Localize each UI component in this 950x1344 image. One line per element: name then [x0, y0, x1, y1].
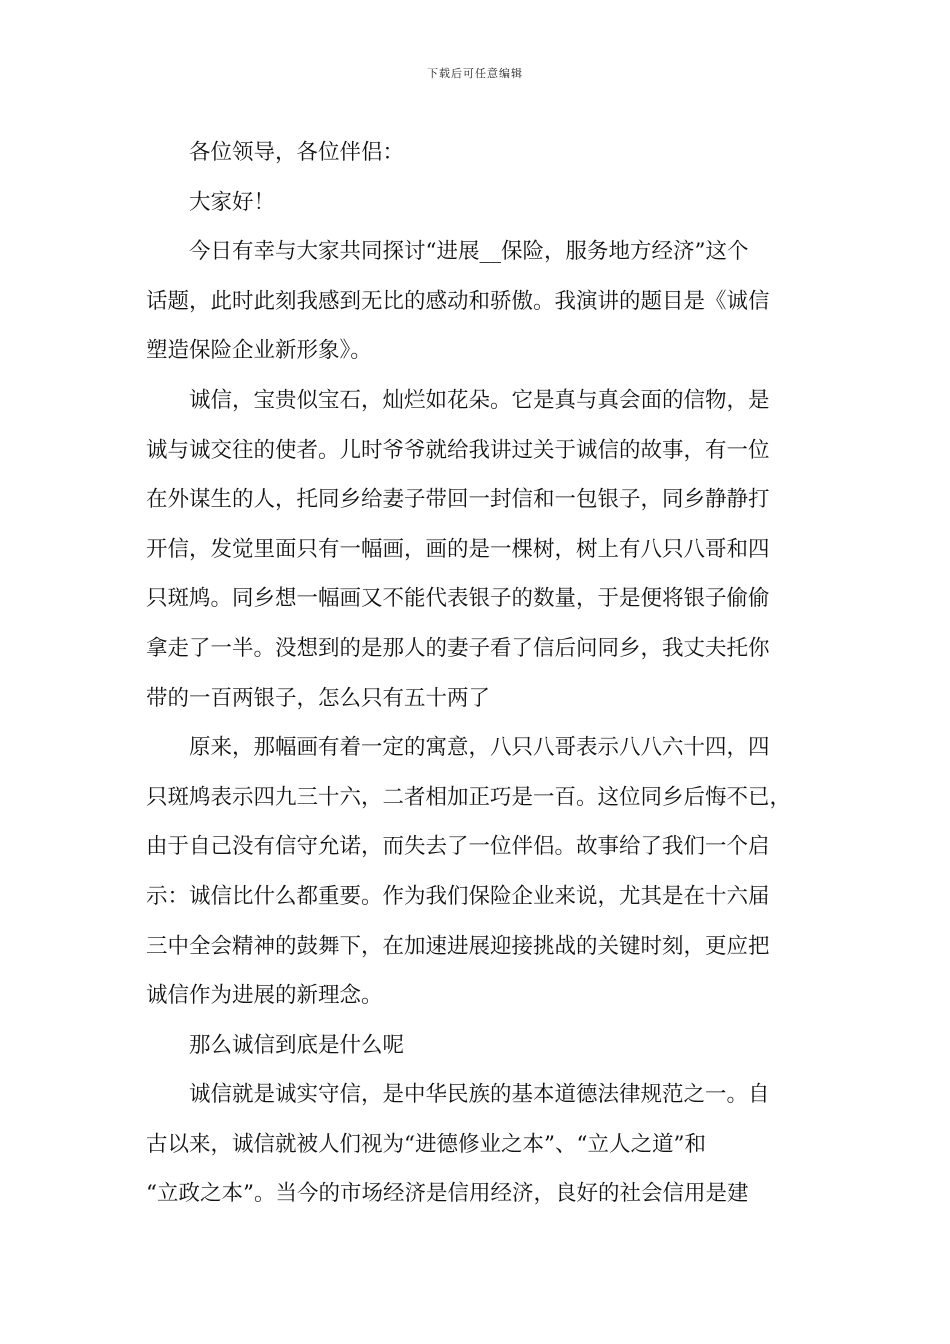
- text-line: 诚信作为进展的新理念。: [146, 983, 383, 1009]
- text-line: 今日有幸与大家共同探讨“进展__保险，服务地方经济”这个: [189, 239, 749, 265]
- text-line: 各位领导，各位伴侣：: [189, 140, 405, 165]
- text-line: 大家好！: [189, 189, 276, 215]
- text-line: 话题，此时此刻我感到无比的感动和骄傲。我演讲的题目是《诚信: [146, 288, 770, 314]
- text-line: 三中全会精神的鼓舞下，在加速进展迎接挑战的关键时刻，更应把: [146, 933, 770, 959]
- text-line: 原来，那幅画有着一定的寓意，八只八哥表示八八六十四，四: [189, 735, 770, 761]
- text-line: 那么诚信到底是什么呢: [189, 1032, 405, 1058]
- text-line: 由于自己没有信守允诺，而失去了一位伴侣。故事给了我们一个启: [146, 834, 770, 860]
- text-line: 古以来，诚信就被人们视为“进德修业之本”、“立人之道”和: [146, 1131, 706, 1157]
- text-line: 诚信，宝贵似宝石，灿烂如花朵。它是真与真会面的信物，是: [189, 387, 770, 413]
- page-header-note: 下载后可任意编辑: [427, 67, 523, 80]
- document-body: [146, 128, 796, 1219]
- text-line: 带的一百两银子，怎么只有五十两了: [146, 685, 491, 711]
- text-line: 只斑鸠表示四九三十六，二者相加正巧是一百。这位同乡后悔不已，: [146, 784, 792, 810]
- text-line: 只斑鸠。同乡想一幅画又不能代表银子的数量，于是便将银子偷偷: [146, 586, 770, 612]
- text-line: 诚信就是诚实守信，是中华民族的基本道德法律规范之一。自: [189, 1082, 770, 1108]
- text-line: 开信，发觉里面只有一幅画，画的是一棵树，树上有八只八哥和四: [146, 536, 770, 562]
- text-line: 示：诚信比什么都重要。作为我们保险企业来说，尤其是在十六届: [146, 883, 770, 909]
- text-line: 诚与诚交往的使者。儿时爷爷就给我讲过关于诚信的故事，有一位: [146, 437, 770, 463]
- text-line: 在外谋生的人，托同乡给妻子带回一封信和一包银子，同乡静静打: [146, 487, 770, 513]
- text-line: 塑造保险企业新形象》。: [146, 338, 372, 364]
- text-line: 拿走了一半。没想到的是那人的妻子看了信后问同乡，我丈夫托你: [146, 635, 770, 661]
- text-line: “立政之本”。当今的市场经济是信用经济，良好的社会信用是建: [146, 1181, 749, 1207]
